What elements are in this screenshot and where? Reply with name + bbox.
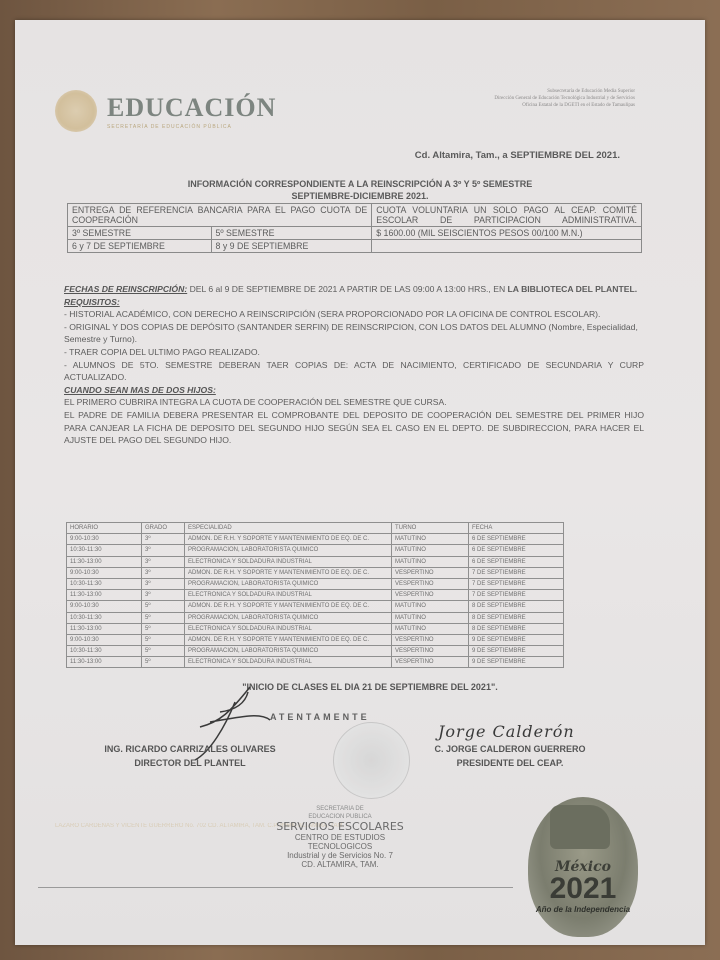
director-title: DIRECTOR DEL PLANTEL (134, 758, 246, 768)
cell-grado: 3º (142, 534, 185, 545)
cell-horario: 9:00-10:30 (67, 634, 142, 645)
cell-especialidad: ELECTRONICA Y SOLDADURA INDUSTRIAL (185, 623, 392, 634)
cell-grado: 5º (142, 612, 185, 623)
cell-especialidad: ADMON. DE R.H. Y SOPORTE Y MANTENIMIENTO DE EQ. DE C. (185, 634, 392, 645)
cell-horario: 10:30-11:30 (67, 646, 142, 657)
closing-atentamente: ATENTAMENTE (270, 712, 370, 722)
voluntary-fee-header: CUOTA VOLUNTARIA UN SOLO PAGO AL CEAP. COMITÉ ESCOLAR DE PARTICIPACION ADMINISTRATIVA. (372, 204, 642, 227)
requisitos-label: REQUISITOS: (64, 296, 120, 307)
school-stamp (240, 805, 440, 869)
schedule-row (67, 567, 564, 578)
cell-especialidad: ADMON. DE R.H. Y SOPORTE Y MANTENIMIENTO DE EQ. DE C. (185, 567, 392, 578)
cell-horario: 9:00-10:30 (67, 601, 142, 612)
schedule-header-row (67, 523, 564, 534)
cell-especialidad: PROGRAMACION, LABORATORISTA QUIMICO (185, 545, 392, 556)
schedule-row (67, 657, 564, 668)
header-horario: HORARIO (67, 523, 142, 534)
national-seal-icon (55, 90, 97, 132)
cell-grado: 5º (142, 601, 185, 612)
hijos-item: EL PADRE DE FAMILIA DEBERA PRESENTAR EL COMPROBANTE DEL DEPOSITO DE COOPERACIÓN DEL SEMESTRE DEL PRIMER HIJO PARA CANJEAR LA FICHA DE DEPOSITO DEL SEGUNDO HIJO SEGÚN SEA EL CASO EN EL DEPTO. DE SUBDIRECCION, PARA HACER EL AJUSTE DEL PAGO DEL SEGUNDO HIJO. (64, 409, 644, 446)
cell-grado: 3º (142, 578, 185, 589)
logo-subtitle: SECRETARÍA DE EDUCACIÓN PÚBLICA (107, 123, 232, 130)
cell-turno: VESPERTINO (392, 657, 469, 668)
letterhead-line: Dirección General de Educación Tecnológica Industrial y de Servicios (494, 96, 635, 101)
president-title: PRESIDENTE DEL CEAP. (456, 758, 564, 768)
date-line: Cd. Altamira, Tam., a SEPTIEMBRE DEL 2021. (414, 150, 620, 161)
requisito-item: - TRAER COPIA DEL ULTIMO PAGO REALIZADO. (64, 346, 260, 357)
cell-fecha: 6 DE SEPTIEMBRE (469, 534, 564, 545)
letterhead-right (405, 88, 635, 109)
cell-grado: 3º (142, 545, 185, 556)
stamp-line: SERVICIOS ESCOLARES (276, 820, 404, 833)
cell-especialidad: ELECTRONICA Y SOLDADURA INDUSTRIAL (185, 590, 392, 601)
cell-especialidad: ADMON. DE R.H. Y SOPORTE Y MANTENIMIENTO DE EQ. DE C. (185, 534, 392, 545)
cell-turno: VESPERTINO (392, 567, 469, 578)
title-line: SEPTIEMBRE-DICIEMBRE 2021. (291, 191, 429, 201)
letterhead-line: Subsecretaría de Educación Media Superior (547, 89, 635, 94)
stamp-line: CENTRO DE ESTUDIOS (294, 833, 386, 842)
schedule-row (67, 634, 564, 645)
stamp-line: Industrial y de Servicios No. 7 (287, 851, 393, 860)
schedule-row (67, 646, 564, 657)
stamp-line: TECNOLOGICOS (307, 842, 373, 851)
cell-especialidad: PROGRAMACION, LABORATORISTA QUIMICO (185, 578, 392, 589)
hijos-item: EL PRIMERO CUBRIRA INTEGRA LA CUOTA DE COOPERACIÓN DEL SEMESTRE QUE CURSA. (64, 397, 447, 408)
document-title (0, 178, 720, 202)
logo-title: EDUCACIÓN (107, 92, 277, 122)
footer-divider (38, 887, 513, 888)
stamp-line: EDUCACION PUBLICA (308, 814, 372, 820)
schedule-row (67, 590, 564, 601)
requisito-item: - ORIGINAL Y DOS COPIAS DE DEPÓSITO (SANTANDER SERFIN) DE REINSCRIPCION, CON LOS DATOS DEL ALUMNO (Nombre, Especialidad, Semestre y Turno). (64, 321, 638, 345)
cell-fecha: 7 DE SEPTIEMBRE (469, 578, 564, 589)
header-especialidad: ESPECIALIDAD (185, 523, 392, 534)
cell-fecha: 9 DE SEPTIEMBRE (469, 634, 564, 645)
cell-especialidad: PROGRAMACION, LABORATORISTA QUIMICO (185, 612, 392, 623)
cell-turno: MATUTINO (392, 534, 469, 545)
cell-especialidad: ELECTRONICA Y SOLDADURA INDUSTRIAL (185, 556, 392, 567)
cell-horario: 10:30-11:30 (67, 578, 142, 589)
cell-grado: 3º (142, 567, 185, 578)
cell-turno: MATUTINO (392, 545, 469, 556)
cell-turno: MATUTINO (392, 556, 469, 567)
body-text (64, 283, 644, 447)
cell-fecha: 6 DE SEPTIEMBRE (469, 556, 564, 567)
stamp-line: CD. ALTAMIRA, TAM. (301, 860, 379, 869)
requisito-item: - HISTORIAL ACADÉMICO, CON DERECHO A REINSCRIPCIÓN (SERA PROPORCIONADO POR LA OFICINA DE CONTROL ESCOLAR). (64, 309, 601, 320)
schedule-table (66, 522, 564, 668)
cell-turno: MATUTINO (392, 612, 469, 623)
education-logo (55, 90, 276, 132)
director-block (80, 742, 300, 770)
president-block (410, 742, 610, 770)
cell-horario: 11:30-13:00 (67, 657, 142, 668)
fee-amount: $ 1600.00 (MIL SEISCIENTOS PESOS 00/100 M.N.) (372, 227, 642, 240)
cell-grado: 5º (142, 646, 185, 657)
serpent-head-icon (550, 805, 610, 849)
cell-horario: 10:30-11:30 (67, 612, 142, 623)
director-name: ING. RICARDO CARRIZALES OLIVARES (104, 744, 276, 754)
schedule-row (67, 534, 564, 545)
sem3-dates: 6 y 7 DE SEPTIEMBRE (68, 240, 212, 253)
cell-fecha: 9 DE SEPTIEMBRE (469, 646, 564, 657)
cell-fecha: 7 DE SEPTIEMBRE (469, 590, 564, 601)
header-grado: GRADO (142, 523, 185, 534)
badge-year: 2021 (549, 872, 617, 905)
header-turno: TURNO (392, 523, 469, 534)
empty-cell (372, 240, 642, 253)
cell-especialidad: PROGRAMACION, LABORATORISTA QUIMICO (185, 646, 392, 657)
schedule-row (67, 623, 564, 634)
schedule-row (67, 578, 564, 589)
cell-horario: 11:30-13:00 (67, 590, 142, 601)
cell-grado: 3º (142, 556, 185, 567)
cell-especialidad: ADMON. DE R.H. Y SOPORTE Y MANTENIMIENTO DE EQ. DE C. (185, 601, 392, 612)
stamp-line: SECRETARIA DE (316, 806, 364, 812)
cell-fecha: 7 DE SEPTIEMBRE (469, 567, 564, 578)
cell-horario: 9:00-10:30 (67, 567, 142, 578)
cell-turno: VESPERTINO (392, 578, 469, 589)
president-signature: Jorge Calderón (438, 722, 575, 741)
header-fecha: FECHA (469, 523, 564, 534)
cell-fecha: 6 DE SEPTIEMBRE (469, 545, 564, 556)
president-name: C. JORGE CALDERON GUERRERO (434, 744, 586, 754)
cell-fecha: 8 DE SEPTIEMBRE (469, 601, 564, 612)
mexico-2021-badge (528, 797, 638, 937)
cell-fecha: 9 DE SEPTIEMBRE (469, 657, 564, 668)
class-start-notice: "INICIO DE CLASES EL DIA 21 DE SEPTIEMBRE DEL 2021". (242, 682, 498, 692)
cell-turno: VESPERTINO (392, 634, 469, 645)
sem5-dates: 8 y 9 DE SEPTIEMBRE (211, 240, 372, 253)
cell-grado: 5º (142, 657, 185, 668)
badge-line: México (555, 859, 611, 875)
cell-especialidad: ELECTRONICA Y SOLDADURA INDUSTRIAL (185, 657, 392, 668)
cell-horario: 10:30-11:30 (67, 545, 142, 556)
hijos-label: CUANDO SEAN MAS DE DOS HIJOS: (64, 384, 216, 395)
cell-horario: 11:30-13:00 (67, 556, 142, 567)
cell-fecha: 8 DE SEPTIEMBRE (469, 612, 564, 623)
bank-reference-header: ENTREGA DE REFERENCIA BANCARIA PARA EL PAGO CUOTA DE COOPERACIÓN (68, 204, 372, 227)
schedule-row (67, 545, 564, 556)
mexico-seal-icon (333, 722, 410, 799)
cell-grado: 5º (142, 623, 185, 634)
cell-turno: VESPERTINO (392, 590, 469, 601)
cell-grado: 5º (142, 634, 185, 645)
badge-line: Año de la Independencia (535, 905, 631, 914)
cell-turno: MATUTINO (392, 623, 469, 634)
letterhead-line: Oficina Estatal de la DGETI en el Estado de Tamaulipas (522, 103, 635, 108)
footer-address: LAZARO CARDENAS Y VICENTE GUERRERO No. 702 CD. ALTAMIRA, TAM. C.P. 89600 ALTAMIRA, TAM. (55, 823, 345, 829)
cell-grado: 3º (142, 590, 185, 601)
schedule-row (67, 612, 564, 623)
sem5-label: 5º SEMESTRE (211, 227, 372, 240)
cell-turno: VESPERTINO (392, 646, 469, 657)
cell-fecha: 8 DE SEPTIEMBRE (469, 623, 564, 634)
cell-turno: MATUTINO (392, 601, 469, 612)
schedule-row (67, 601, 564, 612)
fechas-place: LA BIBLIOTECA DEL PLANTEL. (507, 284, 638, 294)
fechas-label: FECHAS DE REINSCRIPCIÓN: (64, 284, 188, 294)
sem3-label: 3º SEMESTRE (68, 227, 212, 240)
title-line: INFORMACIÓN CORRESPONDIENTE A LA REINSCRIPCIÓN A 3º Y 5º SEMESTRE (187, 179, 533, 189)
schedule-row (67, 556, 564, 567)
fechas-text: DEL 6 al 9 DE SEPTIEMBRE DE 2021 A PARTIR DE LAS 09:00 A 13:00 HRS., EN (187, 284, 508, 294)
cell-horario: 11:30-13:00 (67, 623, 142, 634)
info-table (67, 203, 642, 253)
requisito-item: - ALUMNOS DE 5TO. SEMESTRE DEBERAN TAER COPIAS DE: ACTA DE NACIMIENTO, CERTIFICADO DE SECUNDARIA Y CURP ACTUALIZADO. (64, 359, 644, 383)
cell-horario: 9:00-10:30 (67, 534, 142, 545)
